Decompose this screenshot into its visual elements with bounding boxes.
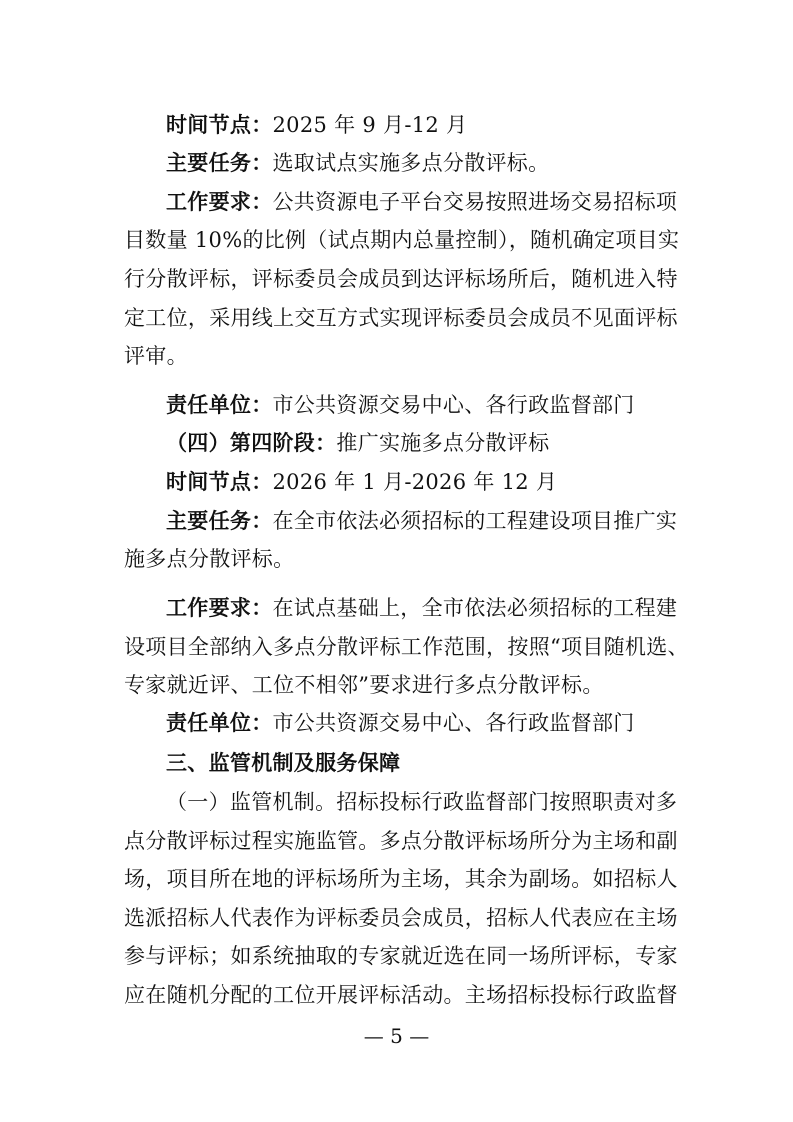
paragraph-line xyxy=(166,593,677,623)
paragraph-line xyxy=(124,544,294,574)
line-text: 应在随机分配的工位开展评标活动。主场招标投标行政监督 xyxy=(124,983,678,1007)
line-text: 市公共资源交易中心、各行政监督部门 xyxy=(272,393,635,417)
paragraph-line xyxy=(124,225,679,255)
paragraph-line xyxy=(166,148,549,178)
line-text: 定工位，采用线上交互方式实现评标委员会成员不见面评标 xyxy=(124,306,678,330)
paragraph-line xyxy=(166,506,677,536)
line-text: （一）监管机制。招标投标行政监督部门按照职责对多 xyxy=(166,790,678,814)
heading-text: 三、监管机制及服务保障 xyxy=(166,751,401,775)
section-heading xyxy=(166,748,400,778)
line-label: 工作要求： xyxy=(166,190,273,214)
line-text: 行分散评标，评标委员会成员到达评标场所后，随机进入特 xyxy=(124,267,678,291)
paragraph-line xyxy=(124,264,678,294)
paragraph-line xyxy=(124,980,678,1010)
line-text: 评审。 xyxy=(124,344,188,368)
line-label: 责任单位： xyxy=(166,393,273,417)
paragraph-line xyxy=(124,864,678,894)
paragraph-line xyxy=(166,390,635,420)
line-label: 时间节点： xyxy=(166,470,273,494)
paragraph-line xyxy=(124,670,604,700)
line-text: 设项目全部纳入多点分散评标工作范围，按照“项目随机选、 xyxy=(124,635,689,659)
line-text: 2026 年 1 月-2026 年 12 月 xyxy=(272,470,558,494)
line-label: 工作要求： xyxy=(166,596,273,620)
line-text: 2025 年 9 月-12 月 xyxy=(272,113,468,137)
line-label: 主要任务： xyxy=(166,151,273,175)
paragraph-line xyxy=(166,708,635,738)
paragraph-line xyxy=(166,110,467,140)
paragraph-line xyxy=(124,303,678,333)
paragraph-line xyxy=(124,826,678,856)
paragraph-line xyxy=(124,941,678,971)
line-text: 在全市依法必须招标的工程建设项目推广实 xyxy=(272,509,678,533)
paragraph-line xyxy=(166,428,549,458)
paragraph-line xyxy=(124,632,689,662)
line-text: 施多点分散评标。 xyxy=(124,547,295,571)
line-text: 场，项目所在地的评标场所为主场，其余为副场。如招标人 xyxy=(124,867,678,891)
page-number: — 5 — xyxy=(363,1024,430,1048)
line-text: 选派招标人代表作为评标委员会成员，招标人代表应在主场 xyxy=(124,906,678,930)
line-label: 责任单位： xyxy=(166,711,273,735)
line-text: 在试点基础上，全市依法必须招标的工程建 xyxy=(272,596,678,620)
line-text: 目数量 10%的比例（试点期内总量控制），随机确定项目实 xyxy=(124,228,680,252)
line-text: 推广实施多点分散评标 xyxy=(336,431,550,455)
line-text: 选取试点实施多点分散评标。 xyxy=(272,151,550,175)
line-text: 点分散评标过程实施监管。多点分散评标场所分为主场和副 xyxy=(124,829,678,853)
paragraph-line xyxy=(166,467,557,497)
line-label: 主要任务： xyxy=(166,509,273,533)
line-text: 参与评标；如系统抽取的专家就近选在同一场所评标，专家 xyxy=(124,944,678,968)
line-text: 公共资源电子平台交易按照进场交易招标项 xyxy=(272,190,678,214)
line-text: 市公共资源交易中心、各行政监督部门 xyxy=(272,711,635,735)
paragraph-line xyxy=(166,187,677,217)
paragraph-line xyxy=(166,787,677,817)
paragraph-line xyxy=(124,903,678,933)
paragraph-line xyxy=(124,341,188,371)
line-label: 时间节点： xyxy=(166,113,273,137)
line-text: 专家就近评、工位不相邻”要求进行多点分散评标。 xyxy=(124,673,604,697)
line-label: （四）第四阶段： xyxy=(166,431,337,455)
